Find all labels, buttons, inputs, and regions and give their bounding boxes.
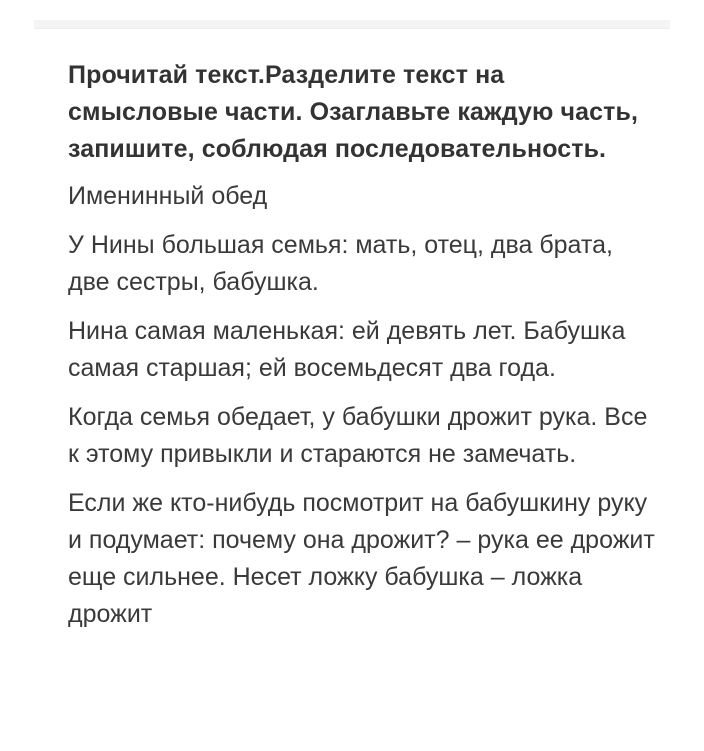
- story-paragraph: У Нины большая семья: мать, отец, два брата, две сестры, бабушка.: [68, 231, 613, 296]
- task-title: Прочитай текст.Разделите текст на смысловые части. Озаглавьте каждую часть, запишите, соблюдая последовательность.: [68, 61, 639, 163]
- story-paragraph: Нина самая маленькая: ей девять лет. Бабушка самая старшая; ей восемьдесят два года.: [68, 317, 626, 382]
- story-paragraph: Когда семья обедает, у бабушки дрожит рука. Все к этому привыкли и стараются не замечать.: [68, 403, 648, 468]
- story-heading: Именинный обед: [68, 182, 268, 210]
- story-paragraph: Если же кто-нибудь посмотрит на бабушкину руку и подумает: почему она дрожит? – рука ее дрожит еще сильнее. Несет ложку бабушка – ложка дрожит: [68, 489, 655, 628]
- top-divider: [34, 20, 670, 29]
- question-content: [68, 57, 658, 645]
